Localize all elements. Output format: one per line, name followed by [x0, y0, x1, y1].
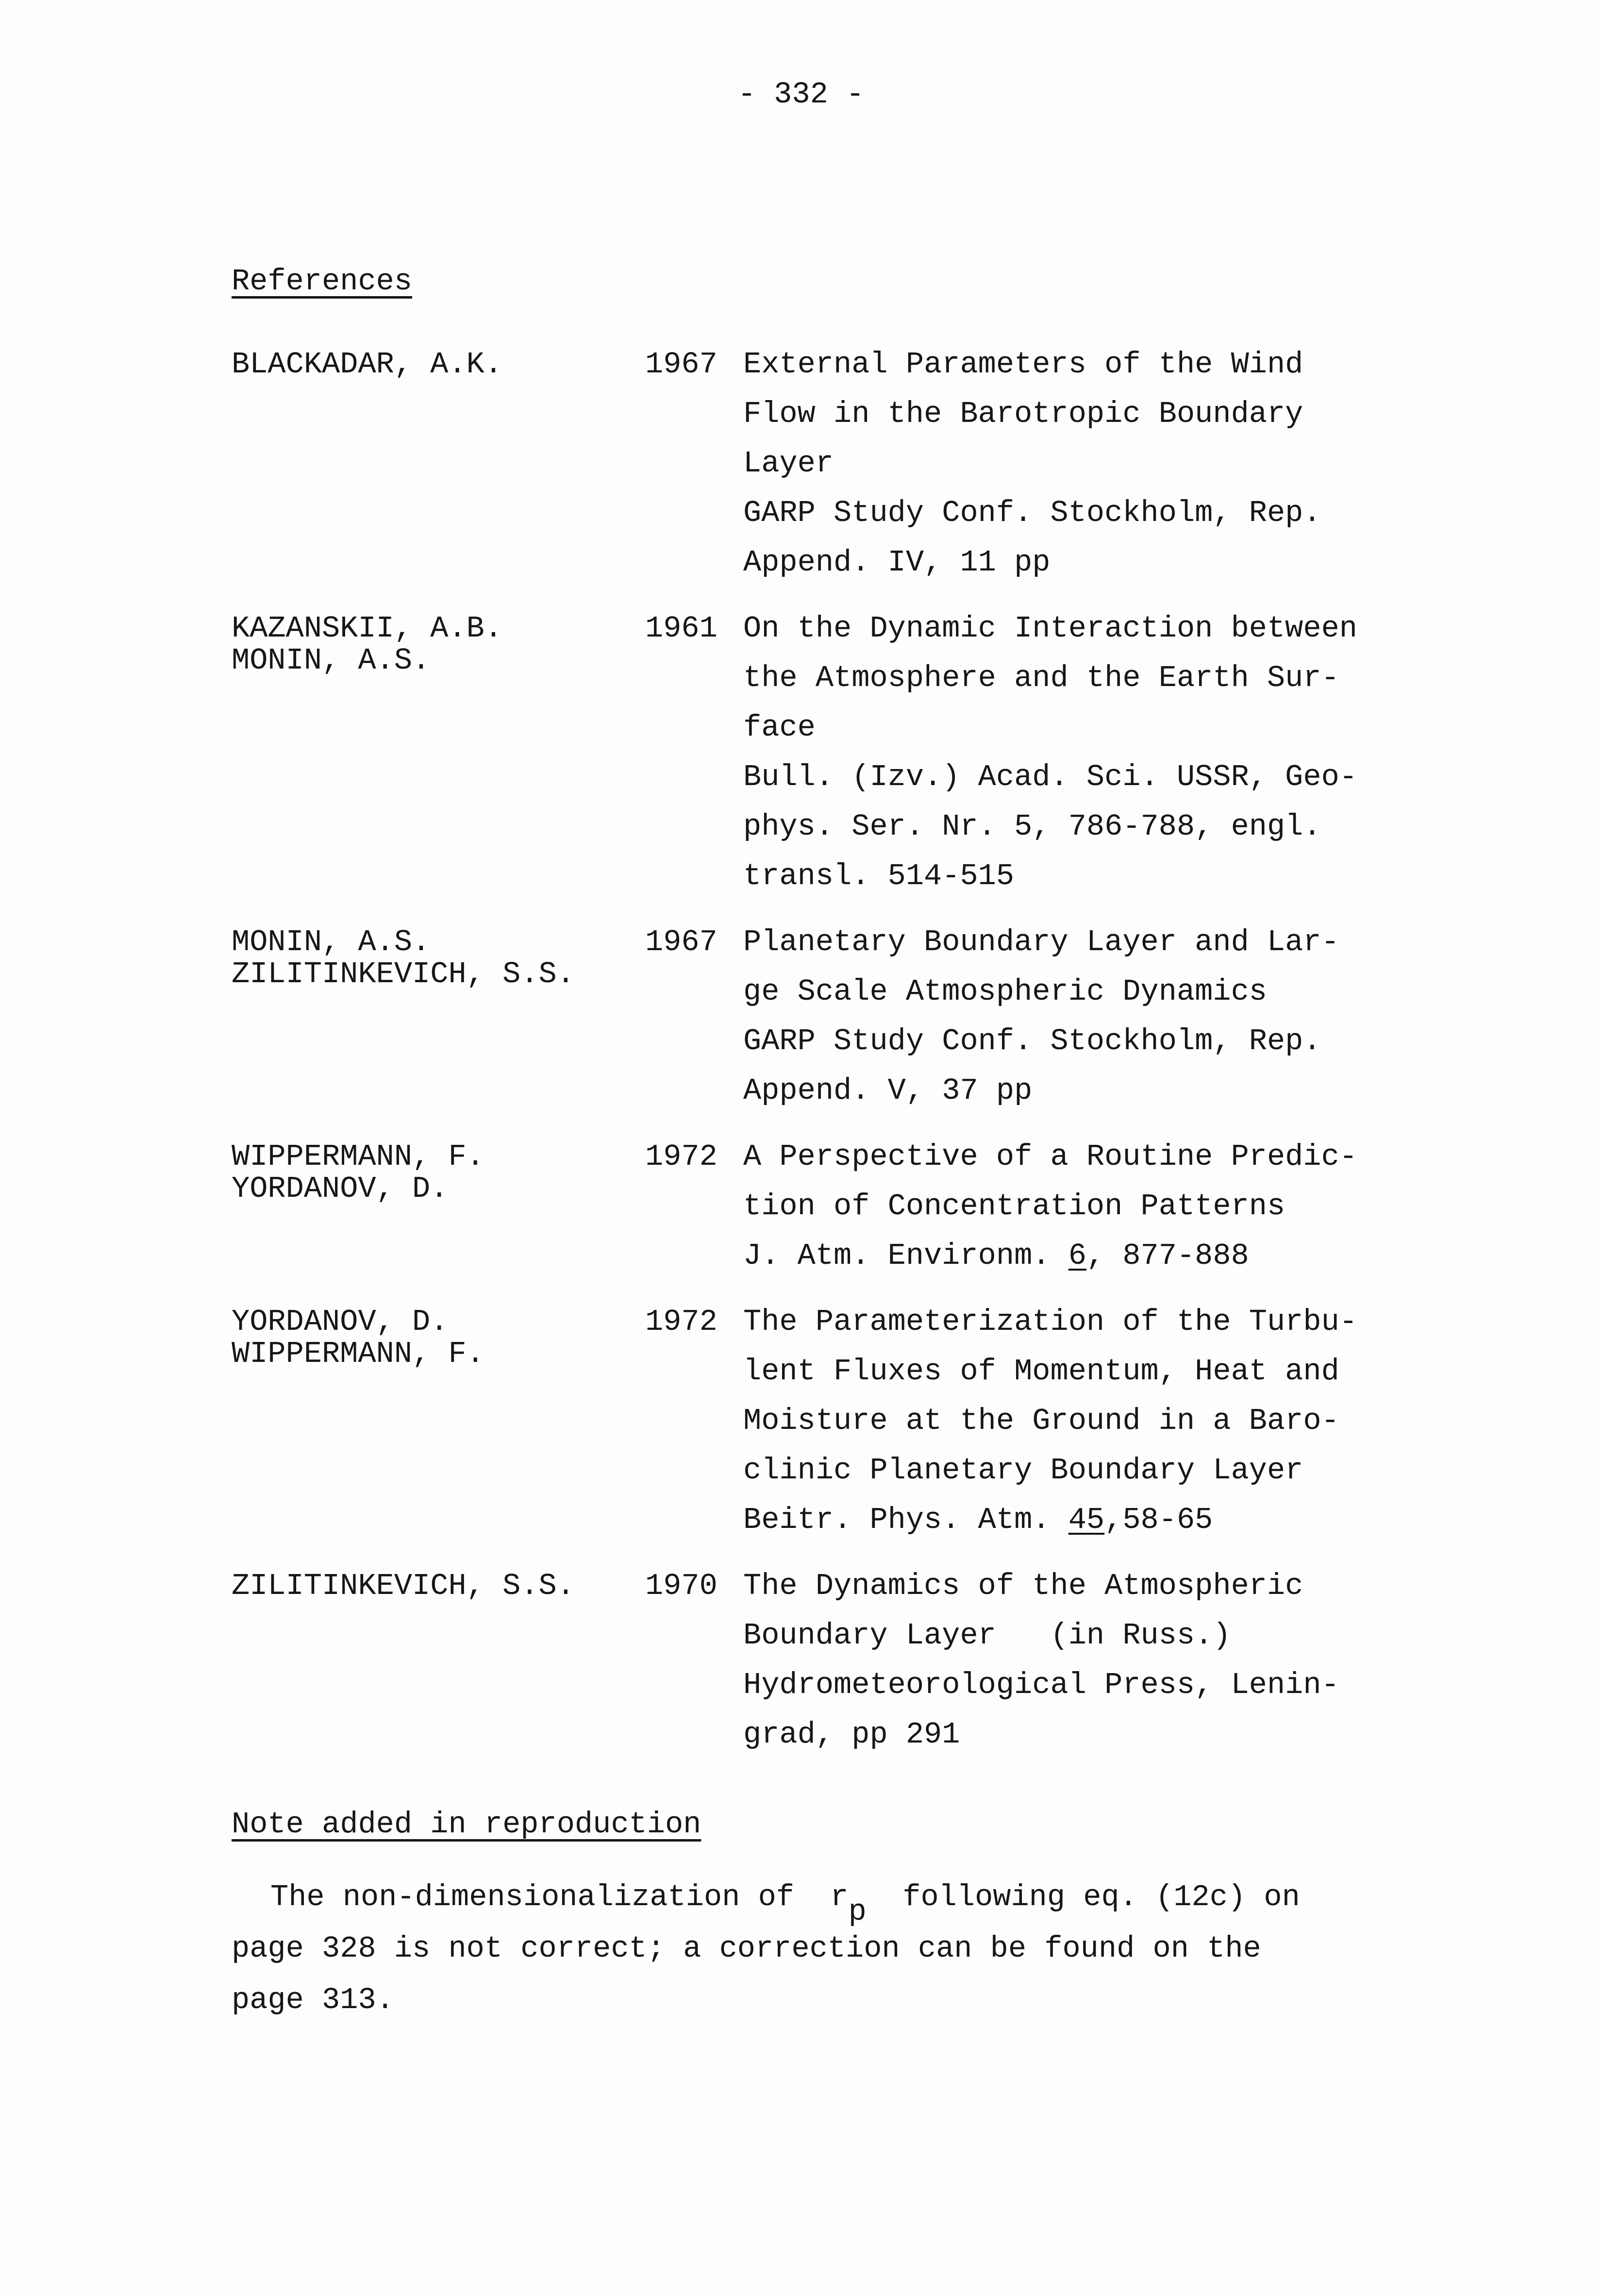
citation-line: Planetary Boundary Layer and Lar-	[743, 925, 1339, 959]
reference-entry	[232, 918, 1435, 1116]
citation-line: The Dynamics of the Atmospheric	[743, 1569, 1303, 1603]
note-line	[232, 1872, 1445, 1929]
reference-entry	[232, 340, 1435, 587]
reference-citation	[743, 1561, 1435, 1760]
citation-line: A Perspective of a Routine Predic-	[743, 1140, 1358, 1174]
reference-year: 1970	[645, 1569, 718, 1603]
reference-author: WIPPERMANN, F.	[232, 1337, 484, 1371]
reference-citation	[743, 1132, 1435, 1281]
note-paragraph	[232, 1872, 1445, 2026]
reference-citation	[743, 1297, 1435, 1545]
source-volume: 45	[1068, 1503, 1105, 1537]
citation-line: grad, pp 291	[743, 1717, 960, 1752]
reference-author: WIPPERMANN, F.	[232, 1140, 484, 1174]
note-variable: r	[830, 1880, 849, 1914]
citation-line: lent Fluxes of Momentum, Heat and	[743, 1354, 1339, 1389]
reference-entry	[232, 1297, 1435, 1545]
reference-year: 1972	[645, 1305, 718, 1339]
note-text: following eq. (12c) on	[866, 1880, 1300, 1914]
reference-citation	[743, 604, 1435, 901]
note-line: page 328 is not correct; a correction can be found on the	[232, 1931, 1261, 1966]
reference-list	[232, 340, 1435, 1776]
note-variable-subscript: p	[848, 1894, 867, 1929]
reference-entry	[232, 1561, 1435, 1760]
reference-author: MONIN, A.S.	[232, 643, 431, 678]
reference-author: BLACKADAR, A.K.	[232, 347, 503, 382]
reference-authors	[232, 1561, 645, 1760]
citation-line: Flow in the Barotropic Boundary	[743, 397, 1303, 431]
citation-line: The Parameterization of the Turbu-	[743, 1305, 1358, 1339]
source-pages: ,58-65	[1104, 1503, 1213, 1537]
citation-line: Hydrometeorological Press, Lenin-	[743, 1668, 1339, 1702]
citation-line: phys. Ser. Nr. 5, 786-788, engl.	[743, 809, 1321, 844]
reference-year: 1967	[645, 347, 718, 382]
citation-line: External Parameters of the Wind	[743, 347, 1303, 382]
source-journal: Beitr. Phys. Atm.	[743, 1503, 1068, 1537]
reference-authors	[232, 604, 645, 901]
citation-line: transl. 514-515	[743, 859, 1015, 893]
reference-citation	[743, 340, 1435, 587]
reference-authors	[232, 1297, 645, 1545]
note-line: page 313.	[232, 1983, 394, 2017]
citation-line: Append. IV, 11 pp	[743, 545, 1051, 580]
note-heading: Note added in reproduction	[232, 1807, 701, 1842]
citation-line: On the Dynamic Interaction between	[743, 611, 1358, 646]
citation-line: Boundary Layer (in Russ.)	[743, 1618, 1231, 1653]
note-text: The non-dimensionalization of	[270, 1880, 831, 1914]
source-journal: J. Atm. Environm.	[743, 1239, 1068, 1273]
reference-author: ZILITINKEVICH, S.S.	[232, 1569, 575, 1603]
source-pages: , 877-888	[1086, 1239, 1249, 1273]
citation-line: Append. V, 37 pp	[743, 1073, 1033, 1108]
reference-year: 1967	[645, 925, 718, 959]
citation-line: GARP Study Conf. Stockholm, Rep.	[743, 1024, 1321, 1058]
reference-year: 1961	[645, 611, 718, 646]
citation-line: the Atmosphere and the Earth Sur-	[743, 661, 1339, 695]
reference-author: YORDANOV, D.	[232, 1305, 449, 1339]
reference-author: ZILITINKEVICH, S.S.	[232, 957, 575, 991]
citation-line: Layer	[743, 446, 834, 481]
reference-author: KAZANSKII, A.B.	[232, 611, 503, 646]
reference-authors	[232, 1132, 645, 1281]
citation-line: face	[743, 710, 816, 745]
reference-author: MONIN, A.S.	[232, 925, 431, 959]
reference-citation	[743, 918, 1435, 1116]
citation-line: tion of Concentration Patterns	[743, 1189, 1285, 1223]
citation-line: Bull. (Izv.) Acad. Sci. USSR, Geo-	[743, 760, 1358, 794]
reference-authors	[232, 918, 645, 1116]
reference-year: 1972	[645, 1140, 718, 1174]
citation-line: clinic Planetary Boundary Layer	[743, 1453, 1303, 1488]
source-volume: 6	[1068, 1239, 1086, 1273]
citation-source	[743, 1231, 1435, 1281]
references-heading: References	[232, 264, 413, 299]
reference-entry	[232, 604, 1435, 901]
citation-line: Moisture at the Ground in a Baro-	[743, 1404, 1339, 1438]
reference-entry	[232, 1132, 1435, 1281]
citation-line: GARP Study Conf. Stockholm, Rep.	[743, 496, 1321, 530]
page-number: - 332 -	[737, 77, 865, 112]
citation-line: ge Scale Atmospheric Dynamics	[743, 974, 1267, 1009]
citation-source	[743, 1495, 1435, 1545]
reference-authors	[232, 340, 645, 587]
reference-author: YORDANOV, D.	[232, 1172, 449, 1206]
